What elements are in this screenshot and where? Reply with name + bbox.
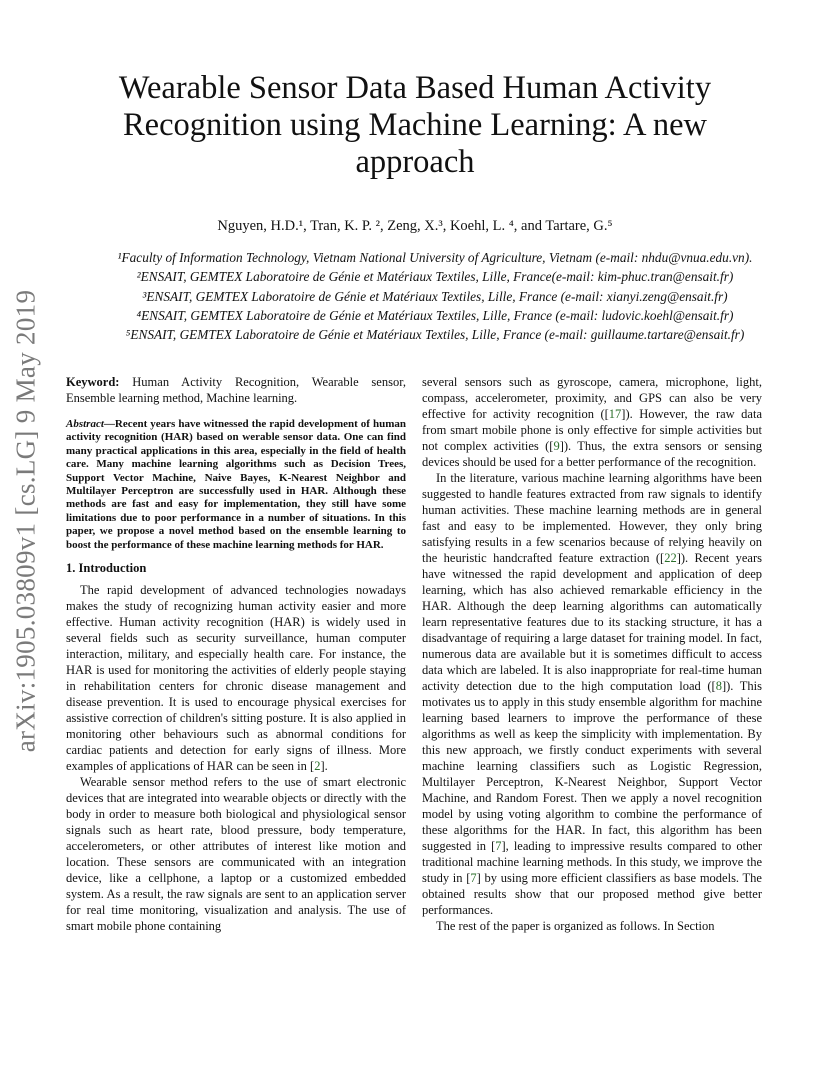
citation-link[interactable]: 7: [495, 839, 502, 853]
section-heading-introduction: 1. Introduction: [66, 561, 147, 576]
citation-link[interactable]: 17: [608, 407, 622, 421]
affiliations: [40, 248, 828, 344]
affiliation-5: ⁵ENSAIT, GEMTEX Laboratoire de Génie et Matériaux Textiles, Lille, France (e-mail: guillaume.tartare@ensait.fr): [125, 327, 745, 343]
affiliation-1: ¹Faculty of Information Technology, Vietnam National University of Agriculture, Vietnam (e-mail: nhdu@vnua.edu.vn).: [117, 250, 753, 265]
right-paragraph-3: The rest of the paper is organized as follows. In Section: [436, 919, 715, 933]
intro-paragraph-1: The rapid development of advanced technologies nowadays makes the study of recognizing human activity easier and more effective. Human activity recognition (HAR) is widely used in several fields such as security surveillance, human computer interaction, military, and especially health care. For instance, the HAR is used for monitoring the activities of elderly people staying in rehabilitation centers for chronic disease management and disease prevention. It is used to encourage physical exercises for assistive correction of children's sitting posture. It is also applied in monitoring other behaviours such as abnormal conditions for cardiac patients and detection for early signs of illness. More examples of applications of HAR can be seen in [2].: [66, 583, 406, 774]
abstract: [66, 418, 406, 552]
citation-link[interactable]: 22: [664, 551, 677, 565]
keyword-label: Keyword:: [66, 375, 120, 389]
keyword-text: Human Activity Recognition, Wearable sensor, Ensemble learning method, Machine learning.: [66, 375, 406, 405]
left-column: [66, 374, 406, 934]
paper-title: Wearable Sensor Data Based Human Activity Recognition using Machine Learning: A new approach: [118, 70, 712, 180]
citation-link[interactable]: 9: [553, 439, 560, 453]
intro-paragraph-2: Wearable sensor method refers to the use of smart electronic devices that are integrated into wearable objects or directly with the body in order to measure both biological and physiological sensor signals such as heart rate, blood pressure, body temperature, accelerometers, or other attributes of interest like motion and location. These sensors are communicated with an integration device, like a cellphone, a laptop or a customized embedded system. As a result, the raw signals are sent to an application server for real time monitoring, visualization and analysis. The use of smart mobile phone containing: [66, 775, 406, 934]
abstract-label: Abstract: [66, 418, 104, 430]
affiliation-4: ⁴ENSAIT, GEMTEX Laboratoire de Génie et Matériaux Textiles, Lille, France (e-mail: ludovic.koehl@ensait.fr): [136, 307, 734, 323]
arxiv-sidebar: [4, 286, 48, 756]
citation-link[interactable]: 8: [715, 679, 722, 693]
right-paragraph-1: several sensors such as gyroscope, camera, microphone, light, compass, accelerometer, proximity, and GPS can also be very effective for activity recognition ([17]). However, the raw data from smart mobile phone is only effective for simple activities but not complex activities ([9]). Thus, the extra sensors or sensing devices should be used for a better performance of the recognition.: [422, 375, 762, 469]
author-list: Nguyen, H.D.¹, Tran, K. P. ², Zeng, X.³, Koehl, L. ⁴, and Tartare, G.⁵: [217, 218, 613, 234]
right-paragraph-2: In the literature, various machine learning algorithms have been suggested to handle features extracted from raw signals to identify human activities. These machine learning methods are in general fast and easy to be implemented. However, they only bring satisfying results in a few scenarios because of relying heavily on the heuristic handcrafted feature extraction ([22]). Recent years have witnessed the rapid development and application of deep learning, which has also achieved remarkable efficiency in the HAR. Although the deep learning algorithms can automatically learn representative features due to its stacking structure, it has a disadvantage of requiring a large dataset for training model. In fact, numerous data are available but it is sometimes difficult to access data which are labeled. It is also inappropriate for real-time human activity detection due to the high computation load ([8]). This motivates us to apply in this study ensemble algorithm for machine learning based learners to improve the performance of these algorithms as well as keep the simplicity with implementation. By this new approach, we firstly conduct experiments with several machine learning classifiers such as Logistic Regression, Multilayer Perceptron, K-Nearest Neighbor, Support Vector Machine, and Random Forest. Then we apply a novel recognition model by using voting algorithm to combine the performance of these algorithms for the HAR. In fact, this algorithm has been suggested in [7], leading to impressive results compared to other traditional machine learning methods. In this study, we improve the study in [7] by using more efficient classifiers as base models. The obtained results show that our proposed method give better performances.: [422, 471, 763, 917]
abstract-text: —Recent years have witnessed the rapid development of human activity recognition (HAR) based on werable sensor data. One can find many practical applications in this area, especially in the field of health care. Many machine learning algorithms such as Decision Trees, Support Vector Machine, Naive Bayes, K-Nearest Neighbor and Multilayer Perceptron are successfully used in HAR. Although these methods are fast and easy for implementation, they still have some limitations due to poor performance in a number of situations. In this paper, we propose a novel method based on the ensemble learning to boost the performance of these machine learning methods for HAR.: [66, 418, 406, 551]
keywords: [66, 374, 406, 406]
arxiv-identifier: arXiv:1905.03809v1 [cs.LG] 9 May 2019: [10, 289, 41, 753]
right-column: [422, 374, 762, 934]
citation-link[interactable]: 2: [314, 759, 321, 774]
affiliation-2: ²ENSAIT, GEMTEX Laboratoire de Génie et Matériaux Textiles, Lille, France(e-mail: kim-phuc.tran@ensait.fr): [136, 269, 734, 285]
affiliation-3: ³ENSAIT, GEMTEX Laboratoire de Génie et Matériaux Textiles, Lille, France (e-mail: xianyi.zeng@ensait.fr): [142, 288, 728, 304]
citation-link[interactable]: 7: [470, 871, 477, 885]
